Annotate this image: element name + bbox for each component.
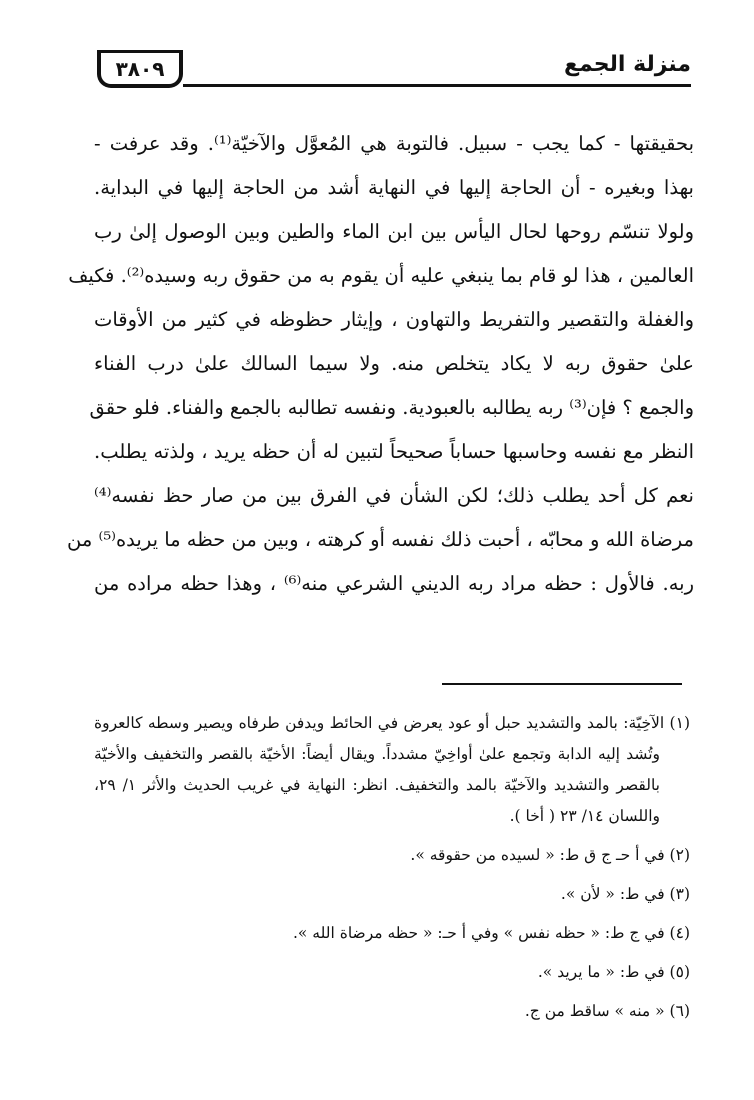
body-line: نعم كل أحد يطلب ذلك؛ لكن الشأن في الفرق بين من صار حظ نفسه⁽⁴⁾ — [94, 484, 694, 507]
chapter-title: منزلة الجمع — [564, 52, 691, 77]
page-number: ٣٨٠٩ — [97, 50, 183, 88]
body-line: علىٰ حقوق ربه لا يكاد يتخلص منه. ولا سيما السالك علىٰ درب الفناء — [94, 352, 694, 375]
header-rule — [183, 84, 691, 87]
page-header — [97, 50, 691, 90]
footnote-line: واللسان ١٤/ ٢٣ ( أخا ). — [509, 807, 660, 825]
body-text — [67, 122, 694, 606]
footnote-line: بالقصر والتشديد والآخيّة بالمد والتخفيف. انظر: النهاية في غريب الحديث والأثر ١/ ٢٩، — [94, 776, 660, 794]
footnote-line: (١) الآخِيّة: بالمد والتشديد حبل أو عود يعرض في الحائط ويدفن طرفاه ويصير وسطه كالعروة — [94, 714, 690, 732]
footnote-line: (٦) « منه » ساقط من ج. — [524, 1002, 690, 1020]
footnote-separator — [442, 683, 682, 685]
body-line: النظر مع نفسه وحاسبها حساباً صحيحاً لتبين له أن حظه يريد ، ولذته يطلب. — [94, 440, 694, 463]
body-line: والغفلة والتقصير والتفريط والتهاون ، وإيثار حظوظه في كثير من الأوقات — [94, 308, 694, 331]
body-line: مرضاة الله و محابّه ، أحبت ذلك نفسه أو كرهته ، وبين من حظه ما يريده⁽⁵⁾ من — [67, 528, 694, 551]
footnote-line: (٢) في أ حـ ج ق ط: « لسيده من حقوقه ». — [410, 846, 690, 864]
body-line: ربه. فالأول : حظه مراد ربه الديني الشرعي منه⁽⁶⁾ ، وهذا حظه مراده من — [94, 572, 694, 595]
body-line: بحقيقتها - كما يجب - سبيل. فالتوبة هي المُعوَّل والآخيّة⁽¹⁾. وقد عرفت - — [94, 132, 694, 155]
footnote-line: (٣) في ط: « لأن ». — [560, 885, 690, 903]
footnotes — [94, 708, 690, 1027]
body-line: بهذا وبغيره - أن الحاجة إليها في النهاية أشد من الحاجة إليها في البداية. — [94, 176, 694, 199]
body-line: والجمع ؟ فإن⁽³⁾ ربه يطالبه بالعبودية. ونفسه تطالبه بالجمع والفناء. فلو حقق — [89, 396, 694, 419]
footnote-line: (٥) في ط: « ما يريد ». — [537, 963, 690, 981]
footnote-line: (٤) في ج ط: « حظه نفس » وفي أ حـ: « حظه مرضاة الله ». — [292, 924, 690, 942]
body-line: ولولا تنسّم روحها لحال اليأس بين ابن الماء والطين وبين الوصول إلىٰ رب — [94, 220, 694, 243]
footnote-line: وتُشد إليه الدابة وتجمع علىٰ أواخِيّ مشدداً. ويقال أيضاً: الأخيّة بالقصر والتخفيف والأخيّة — [94, 745, 660, 763]
body-line: العالمين ، هذا لو قام بما ينبغي عليه أن يقوم به من حقوق ربه وسيده⁽²⁾. فكيف — [68, 264, 694, 287]
